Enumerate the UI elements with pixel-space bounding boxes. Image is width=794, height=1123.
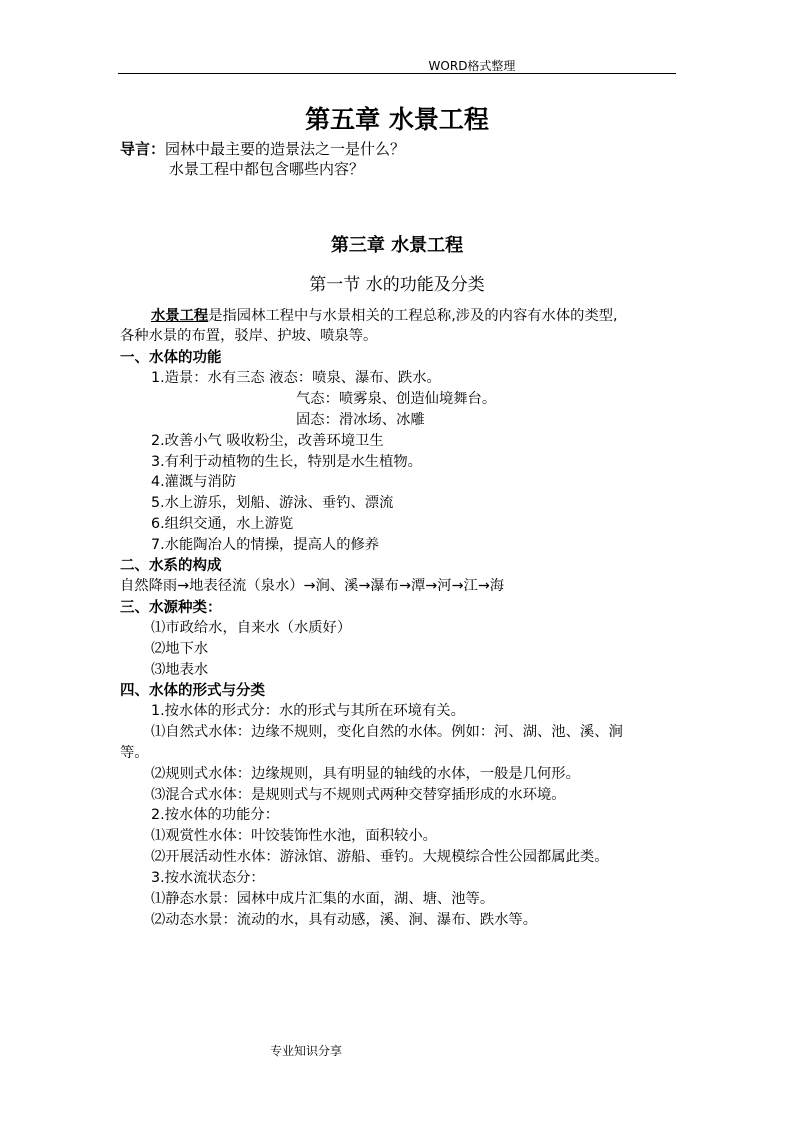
chapter-title: 第三章 水景工程 xyxy=(330,235,464,256)
part1-solid: 固态：滑冰场、冰雕 xyxy=(296,412,425,428)
part1-item: 7.水能陶冶人的情操，提高人的修养 xyxy=(151,537,380,553)
definition-term: 水景工程 xyxy=(151,308,209,324)
part4-line: 2.按水体的功能分： xyxy=(151,807,280,823)
part4-line: ⑵开展活动性水体：游泳馆、游船、垂钓。大规模综合性公园都属此类。 xyxy=(151,849,609,865)
section-title: 第一节 水的功能及分类 xyxy=(309,275,485,295)
part4-line: ⑵规则式水体：边缘规则，具有明显的轴线的水体，一般是几何形。 xyxy=(151,766,580,782)
part3-heading: 三、水源种类： xyxy=(120,600,222,616)
part1-gas: 气态：喷雾泉、创造仙境舞台。 xyxy=(296,391,497,407)
part1-item: 4.灌溉与消防 xyxy=(151,474,237,490)
document-title: 第五章 水景工程 xyxy=(305,105,489,134)
part4-line: 1.按水体的形式分：水的形式与其所在环境有关。 xyxy=(151,703,465,719)
part4-line: ⑶混合式水体：是规则式与不规则式两种交替穿插形成的水环境。 xyxy=(151,787,566,803)
part3-item: ⑶地表水 xyxy=(151,662,209,678)
part3-item: ⑵地下水 xyxy=(151,641,209,657)
part1-item: 6.组织交通，水上游览 xyxy=(151,516,294,532)
part4-line: ⑵动态水景：流动的水，具有动感，溪、涧、瀑布、跌水等。 xyxy=(151,912,538,928)
part4-heading: 四、水体的形式与分类 xyxy=(120,683,265,699)
definition-text: 是指园林工程中与水景相关的工程总称,涉及的内容有水体的类型, xyxy=(208,308,618,324)
part1-item: 5.水上游乐，划船、游泳、垂钓、漂流 xyxy=(151,495,394,511)
part3-item: ⑴市政给水，自来水（水质好） xyxy=(151,620,352,636)
part1-item: 3.有利于动植物的生长，特别是水生植物。 xyxy=(151,454,422,470)
part4-line: ⑴观赏性水体：叶饺装饰性水池，面积较小。 xyxy=(151,828,437,844)
part4-line: ⑴静态水景：园林中成片汇集的水面，湖、塘、池等。 xyxy=(151,891,495,907)
part2-line: 自然降雨→地表径流（泉水）→涧、溪→瀑布→潭→河→江→海 xyxy=(120,578,505,594)
intro-question-1: 园林中最主要的造景法之一是什么？ xyxy=(165,140,406,158)
intro-question-2: 水景工程中都包含哪些内容？ xyxy=(169,160,365,178)
page-header: WORD格式整理 xyxy=(428,59,516,73)
definition-line-1 xyxy=(151,305,618,325)
part4-line: 等。 xyxy=(120,745,149,761)
part4-line: ⑴自然式水体：边缘不规则，变化自然的水体。例如：河、湖、池、溪、涧 xyxy=(151,724,623,740)
definition-line-2: 各种水景的布置，驳岸、护坡、喷泉等。 xyxy=(120,328,378,344)
part1-heading: 一、水体的功能 xyxy=(120,350,222,366)
part2-heading: 二、水系的构成 xyxy=(120,558,222,574)
intro-line-1 xyxy=(120,138,405,159)
part1-item-1: 1.造景：水有三态 液态：喷泉、瀑布、跌水。 xyxy=(151,370,441,386)
part1-item: 2.改善小气 吸收粉尘，改善环境卫生 xyxy=(151,433,384,449)
part4-line: 3.按水流状态分： xyxy=(151,870,265,886)
page-footer: 专业知识分享 xyxy=(270,1044,343,1058)
header-rule xyxy=(118,73,676,74)
intro-label: 导言： xyxy=(120,140,166,158)
